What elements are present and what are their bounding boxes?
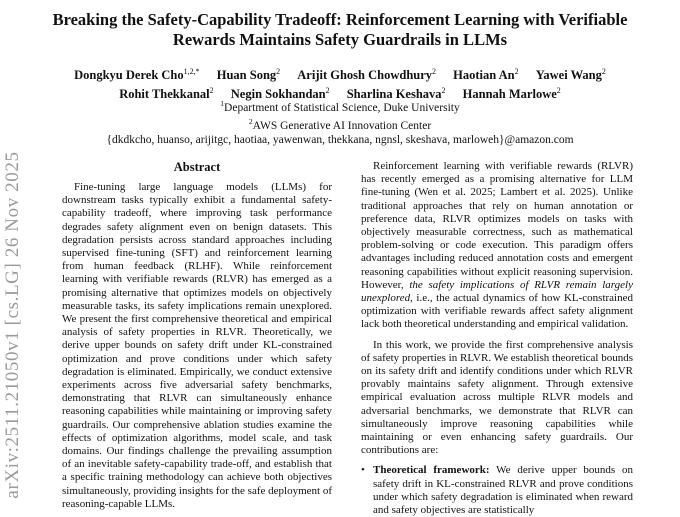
author: Sharlina Keshava$^2$ (346, 86, 446, 102)
abstract-paragraph: Fine-tuning large language models (LLMs) for downstream tasks typically exhibit a fundamental safety-capability tradeoff, where improving task performance degrades safety alignment even on benign datasets. This degradation persists across standard approaches including supervised fine-tuning (SFT) and reinforcement learning from human feedback (RLHF). While reinforcement learning with verifiable rewards (RLVR) has emerged as a promising alternative that optimizes models on objectively measurable tasks, its safety implications remain unexplored. We present the first comprehensive theoretical and empirical analysis of safety properties in RLVR. Theoretically, we derive upper bounds on safety drift under KL-constrained optimization and prove conditions under which safety degradation is eliminated. Empirically, we conduct extensive experiments across five adversarial safety benchmarks, demonstrating that RLVR can simultaneously enhance reasoning capabilities while maintaining or improving safety guardrails. Our comprehensive ablation studies examine the effects of optimization algorithms, model scale, and task domains. Our findings challenge the prevailing assumption of an inevitable safety-capability trade-off, and establish that a specific training methodology can achieve both objectives simultaneously, providing insights for the safe deployment of reasoning-capable LLMs. (62, 181, 332, 510)
author: Arijit Ghosh Chowdhury$^2$ (297, 67, 437, 83)
paper-title (40, 10, 640, 50)
author: Yawei Wang$^2$ (535, 67, 606, 83)
bullet-label: Theoretical framework: (373, 464, 490, 477)
arxiv-identifier: arXiv:2511.21050v1 [cs.LG] 26 Nov 2025 (2, 151, 23, 499)
author: Rohit Thekkanal$^2$ (119, 86, 214, 102)
affiliations (30, 97, 650, 147)
abstract-heading: Abstract (173, 160, 221, 174)
author: Negin Sokhandan$^2$ (230, 86, 330, 102)
abstract-column (62, 181, 332, 511)
intro-paragraph-1: Reinforcement learning with verifiable rewards (RLVR) has recently emerged as a promising alternative for LLM fine-tuning (Wen et al. 2025; Lambert et al. 2025). Unlike traditional approaches that rely on human annotation or preference data, RLVR optimizes models on tasks with objectively measurable correctness, such as mathematical problem-solving or code execution. This paradigm offers advantages including reduced annotation costs and emergent reasoning capabilities without explicit reasoning supervision. However, the safety implications of RLVR remain largely unexplored, i.e., the actual dynamics of how KL-constrained optimization with verifiable rewards affect safety alignment lack both theoretical understanding and empirical validation. (361, 160, 634, 331)
contribution-bullet (361, 464, 633, 517)
intro-paragraph-2: In this work, we provide the first comprehensive analysis of safety properties in RLVR. We establish theoretical bounds on its safety drift and identify conditions under which RLVR provably maintains safety alignment. Through extensive empirical evaluation across multiple RLVR models and adversarial benchmarks, we demonstrate that RLVR can simultaneously improve reasoning capabilities while maintaining or even enhancing safety guardrails. Our contributions are: (361, 338, 633, 457)
title-line-1: Breaking the Safety-Capability Tradeoff: Reinforcement Learning with Verifiable (52, 10, 628, 29)
introduction-column (361, 160, 633, 517)
arxiv-stamp (1, 150, 25, 500)
title-line-2: Rewards Maintains Safety Guardrails in LLMs (172, 30, 508, 49)
author: Huan Song$^2$ (216, 67, 281, 83)
affiliation-2: $^2$AWS Generative AI Innovation Center (248, 117, 432, 133)
author: Dongkyu Derek Cho$^{1,2,*}$ (74, 67, 200, 83)
author-row-1 (30, 64, 650, 83)
author-emails: {dkdkcho, huanso, arijitgc, haotiaa, yawenwan, thekkana, ngnsl, skeshava, marloweh}@amazon.com (106, 133, 574, 146)
bullet-text: We derive upper bounds on safety drift in KL-constrained RLVR and prove conditions under which safety degradation is eliminated when reward and safety objectives are statistically (373, 464, 634, 517)
author: Haotian An$^2$ (453, 67, 519, 83)
intro-emphasis: the safety implications of RLVR remain largely unexplored (361, 278, 634, 305)
affiliation-1: $^1$Department of Statistical Science, Duke University (220, 99, 460, 114)
author: Hannah Marlowe$^2$ (462, 86, 561, 102)
